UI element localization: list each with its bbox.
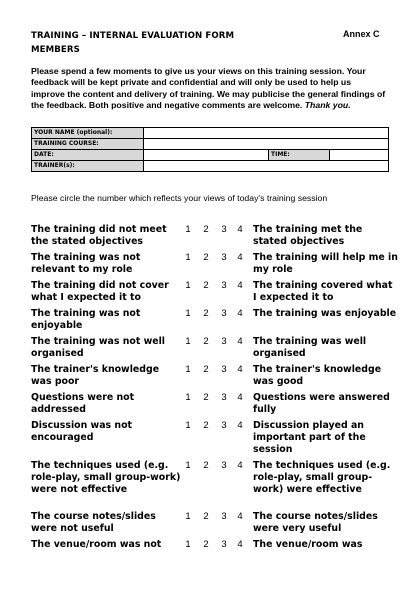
negative-statement: The venue/room was not bbox=[31, 539, 162, 550]
trainers-field[interactable] bbox=[144, 161, 389, 172]
rating-1[interactable]: 1 bbox=[185, 364, 191, 375]
negative-statement: The techniques used (e.g. role-play, small group-work) were not effective bbox=[31, 460, 181, 495]
rating-1[interactable]: 1 bbox=[185, 280, 191, 291]
course-row bbox=[32, 139, 389, 150]
name-field[interactable] bbox=[144, 128, 389, 139]
negative-statement: The training did not meet the stated objectives bbox=[31, 224, 167, 247]
rating-3[interactable]: 3 bbox=[221, 420, 227, 431]
positive-statement: The venue/room was bbox=[253, 539, 363, 550]
negative-statement: Questions were not addressed bbox=[31, 392, 135, 415]
rating-2[interactable]: 2 bbox=[203, 420, 209, 431]
rating-3[interactable]: 3 bbox=[221, 460, 227, 471]
negative-statement: The course notes/slides were not useful bbox=[31, 511, 156, 534]
rating-3[interactable]: 3 bbox=[221, 280, 227, 291]
negative-statement: The training was not well organised bbox=[31, 336, 166, 359]
name-label: YOUR NAME (optional): bbox=[32, 128, 144, 139]
rating-2[interactable]: 2 bbox=[203, 539, 209, 550]
rating-1[interactable]: 1 bbox=[185, 460, 191, 471]
rating-1[interactable]: 1 bbox=[185, 224, 191, 235]
rating-4[interactable]: 4 bbox=[237, 252, 243, 263]
negative-statement: The training was not enjoyable bbox=[31, 308, 141, 331]
positive-statement: The training was enjoyable bbox=[253, 308, 397, 319]
rating-1[interactable]: 1 bbox=[185, 336, 191, 347]
rating-2[interactable]: 2 bbox=[203, 511, 209, 522]
date-label: DATE: bbox=[32, 150, 144, 161]
rating-3[interactable]: 3 bbox=[221, 308, 227, 319]
annex-label: Annex C bbox=[343, 29, 380, 39]
intro-paragraph bbox=[31, 66, 386, 112]
rating-4[interactable]: 4 bbox=[237, 308, 243, 319]
rating-1[interactable]: 1 bbox=[185, 511, 191, 522]
course-field[interactable] bbox=[144, 139, 389, 150]
rating-2[interactable]: 2 bbox=[203, 252, 209, 263]
positive-statement: The training covered what I expected it to bbox=[253, 280, 393, 303]
rating-2[interactable]: 2 bbox=[203, 460, 209, 471]
positive-statement: The training met the stated objectives bbox=[253, 224, 363, 247]
positive-statement: The training was well organised bbox=[253, 336, 367, 359]
positive-statement: The trainer's knowledge was good bbox=[253, 364, 382, 387]
rating-2[interactable]: 2 bbox=[203, 308, 209, 319]
negative-statement: The training was not relevant to my role bbox=[31, 252, 141, 275]
rating-3[interactable]: 3 bbox=[221, 224, 227, 235]
rating-3[interactable]: 3 bbox=[221, 392, 227, 403]
negative-statement: Discussion was not encouraged bbox=[31, 420, 132, 443]
rating-4[interactable]: 4 bbox=[237, 336, 243, 347]
time-field[interactable] bbox=[330, 150, 389, 161]
negative-statement: The trainer's knowledge was poor bbox=[31, 364, 160, 387]
negative-statement: The training did not cover what I expected it to bbox=[31, 280, 169, 303]
form-title: TRAINING – INTERNAL EVALUATION FORM MEMBERS bbox=[31, 31, 235, 55]
positive-statement: Discussion played an important part of the session bbox=[253, 420, 366, 455]
rating-4[interactable]: 4 bbox=[237, 420, 243, 431]
rating-4[interactable]: 4 bbox=[237, 392, 243, 403]
rating-2[interactable]: 2 bbox=[203, 336, 209, 347]
details-table bbox=[31, 127, 389, 172]
rating-1[interactable]: 1 bbox=[185, 392, 191, 403]
rating-4[interactable]: 4 bbox=[237, 364, 243, 375]
rating-4[interactable]: 4 bbox=[237, 511, 243, 522]
rating-4[interactable]: 4 bbox=[237, 280, 243, 291]
rating-3[interactable]: 3 bbox=[221, 252, 227, 263]
positive-statement: The course notes/slides were very useful bbox=[253, 511, 378, 534]
positive-statement: Questions were answered fully bbox=[253, 392, 390, 415]
instruction-text: Please circle the number which reflects your views of today's training session bbox=[31, 193, 328, 203]
rating-2[interactable]: 2 bbox=[203, 364, 209, 375]
time-label: TIME: bbox=[269, 150, 330, 161]
positive-statement: The techniques used (e.g. role-play, small group-work) were effective bbox=[253, 460, 391, 495]
rating-3[interactable]: 3 bbox=[221, 539, 227, 550]
rating-1[interactable]: 1 bbox=[185, 539, 191, 550]
rating-4[interactable]: 4 bbox=[237, 460, 243, 471]
name-row bbox=[32, 128, 389, 139]
course-label: TRAINING COURSE: bbox=[32, 139, 144, 150]
date-field[interactable] bbox=[144, 150, 269, 161]
rating-1[interactable]: 1 bbox=[185, 252, 191, 263]
rating-1[interactable]: 1 bbox=[185, 308, 191, 319]
positive-statement: The training will help me in my role bbox=[253, 252, 398, 275]
trainers-row bbox=[32, 161, 389, 172]
rating-1[interactable]: 1 bbox=[185, 420, 191, 431]
date-time-row bbox=[32, 150, 389, 161]
rating-3[interactable]: 3 bbox=[221, 364, 227, 375]
rating-3[interactable]: 3 bbox=[221, 511, 227, 522]
rating-2[interactable]: 2 bbox=[203, 280, 209, 291]
rating-2[interactable]: 2 bbox=[203, 224, 209, 235]
rating-4[interactable]: 4 bbox=[237, 539, 243, 550]
trainers-label: TRAINER(s): bbox=[32, 161, 144, 172]
rating-2[interactable]: 2 bbox=[203, 392, 209, 403]
intro-text: Please spend a few moments to give us your views on this training session. Your feedback will be kept private and confidential and will only be used to help us improve the content and delivery of training. We may publicise the general findings of the feedback. Both positive and negative comments are welcome. bbox=[31, 66, 386, 111]
thank-you-text: Thank you. bbox=[304, 100, 351, 111]
rating-4[interactable]: 4 bbox=[237, 224, 243, 235]
rating-3[interactable]: 3 bbox=[221, 336, 227, 347]
